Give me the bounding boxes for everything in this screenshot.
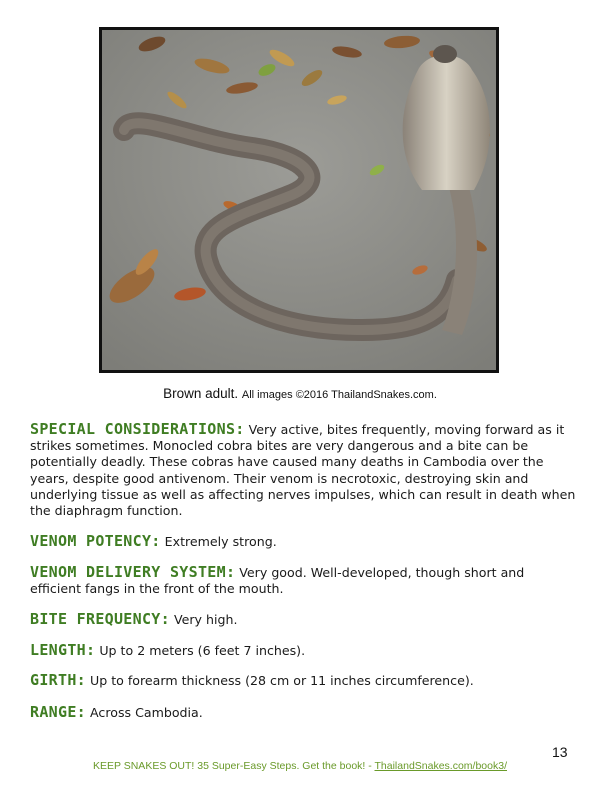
section-heading: VENOM DELIVERY SYSTEM: <box>30 563 236 581</box>
section-venom-delivery-system <box>30 564 578 597</box>
cobra-photo <box>99 27 499 373</box>
section-text: Very high. <box>173 612 238 627</box>
cobra-illustration <box>102 30 496 370</box>
section-heading: VENOM POTENCY: <box>30 532 161 550</box>
section-heading: GIRTH: <box>30 671 86 689</box>
footer-text: KEEP SNAKES OUT! 35 Super-Easy Steps. Get the book! - <box>92 760 372 772</box>
section-special-considerations <box>30 421 578 519</box>
footer-link[interactable]: ThailandSnakes.com/book3/ <box>374 760 507 772</box>
section-text: Very active, bites frequently, moving forward as it strikes sometimes. Monocled cobra bites are very dangerous and a bite can be potentially deadly. These cobras have caused many deaths in Cambodia over the years, despite good antivenom. Their venom is necrotoxic, destroying skin and underlying tissue as well as affecting nerves impulses, which can result in death when the diaphragm function. <box>30 422 576 519</box>
section-text: Up to 2 meters (6 feet 7 inches). <box>99 643 306 658</box>
section-bite-frequency <box>30 611 578 628</box>
section-girth <box>30 672 578 689</box>
section-heading: BITE FREQUENCY: <box>30 610 170 628</box>
section-text: Extremely strong. <box>164 534 277 549</box>
section-heading: SPECIAL CONSIDERATIONS: <box>30 420 245 438</box>
section-venom-potency <box>30 533 578 550</box>
section-heading: RANGE: <box>30 703 86 721</box>
photo-caption <box>0 386 600 401</box>
caption-text: Brown adult. <box>163 386 239 401</box>
footer <box>0 760 600 772</box>
section-text: Across Cambodia. <box>90 705 203 720</box>
caption-credit: All images ©2016 ThailandSnakes.com. <box>241 389 437 401</box>
section-text: Very good. Well-developed, though short and efficient fangs in the front of the mouth. <box>30 565 525 597</box>
section-heading: LENGTH: <box>30 641 96 659</box>
section-length <box>30 642 578 659</box>
section-text: Up to forearm thickness (28 cm or 11 inches circumference). <box>90 673 474 688</box>
section-range <box>30 704 578 721</box>
page-number: 13 <box>552 744 568 760</box>
